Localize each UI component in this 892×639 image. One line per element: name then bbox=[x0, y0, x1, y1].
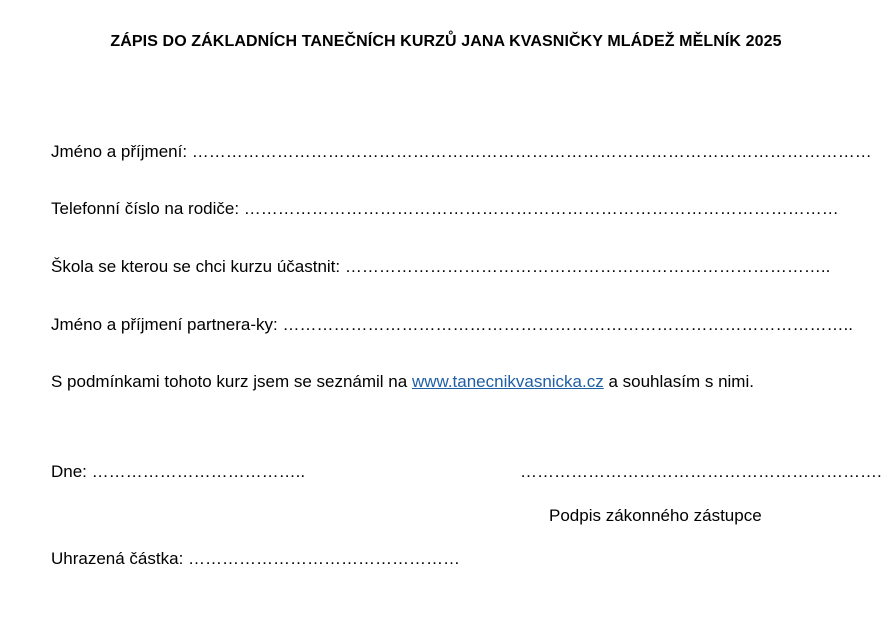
field-partner-name-label: Jméno a příjmení partnera-ky: bbox=[51, 315, 278, 334]
field-school-dots: ………………………………………………………………………….. bbox=[344, 257, 831, 276]
page-title: ZÁPIS DO ZÁKLADNÍCH TANEČNÍCH KURZŮ JANA KVASNIČKY MLÁDEŽ MĚLNÍK 2025 bbox=[110, 33, 782, 50]
field-date bbox=[51, 462, 305, 482]
field-full-name-label: Jméno a příjmení: bbox=[51, 142, 188, 161]
field-full-name bbox=[51, 142, 872, 162]
field-school-label: Škola se kterou se chci kurzu účastnit: bbox=[51, 257, 341, 276]
website-link[interactable]: www.tanecnikvasnicka.cz bbox=[411, 372, 604, 391]
field-school bbox=[51, 257, 830, 277]
consent-text-after: a souhlasím s nimi. bbox=[603, 372, 754, 391]
field-parent-phone bbox=[51, 199, 839, 219]
field-payment bbox=[51, 549, 460, 569]
field-parent-phone-dots: …………………………………………………………………………………………… bbox=[243, 199, 839, 218]
signature-label: Podpis zákonného zástupce bbox=[549, 506, 762, 525]
field-full-name-dots: ………………………………………………………………………………………………………… bbox=[191, 142, 872, 161]
field-parent-phone-label: Telefonní číslo na rodiče: bbox=[51, 199, 240, 218]
field-date-label: Dne: bbox=[51, 462, 87, 481]
field-payment-dots: ………………………………………… bbox=[188, 549, 461, 568]
signature-dots: ………………………………………………………. bbox=[520, 462, 882, 481]
field-partner-name-dots: ……………………………………………………………………………………….. bbox=[282, 315, 853, 334]
field-payment-label: Uhrazená částka: bbox=[51, 549, 184, 568]
consent-text-before: S podmínkami tohoto kurz jsem se seznámil na bbox=[51, 372, 412, 391]
consent-statement bbox=[51, 372, 754, 392]
field-date-dots: ……………………………….. bbox=[91, 462, 306, 481]
field-partner-name bbox=[51, 315, 853, 335]
